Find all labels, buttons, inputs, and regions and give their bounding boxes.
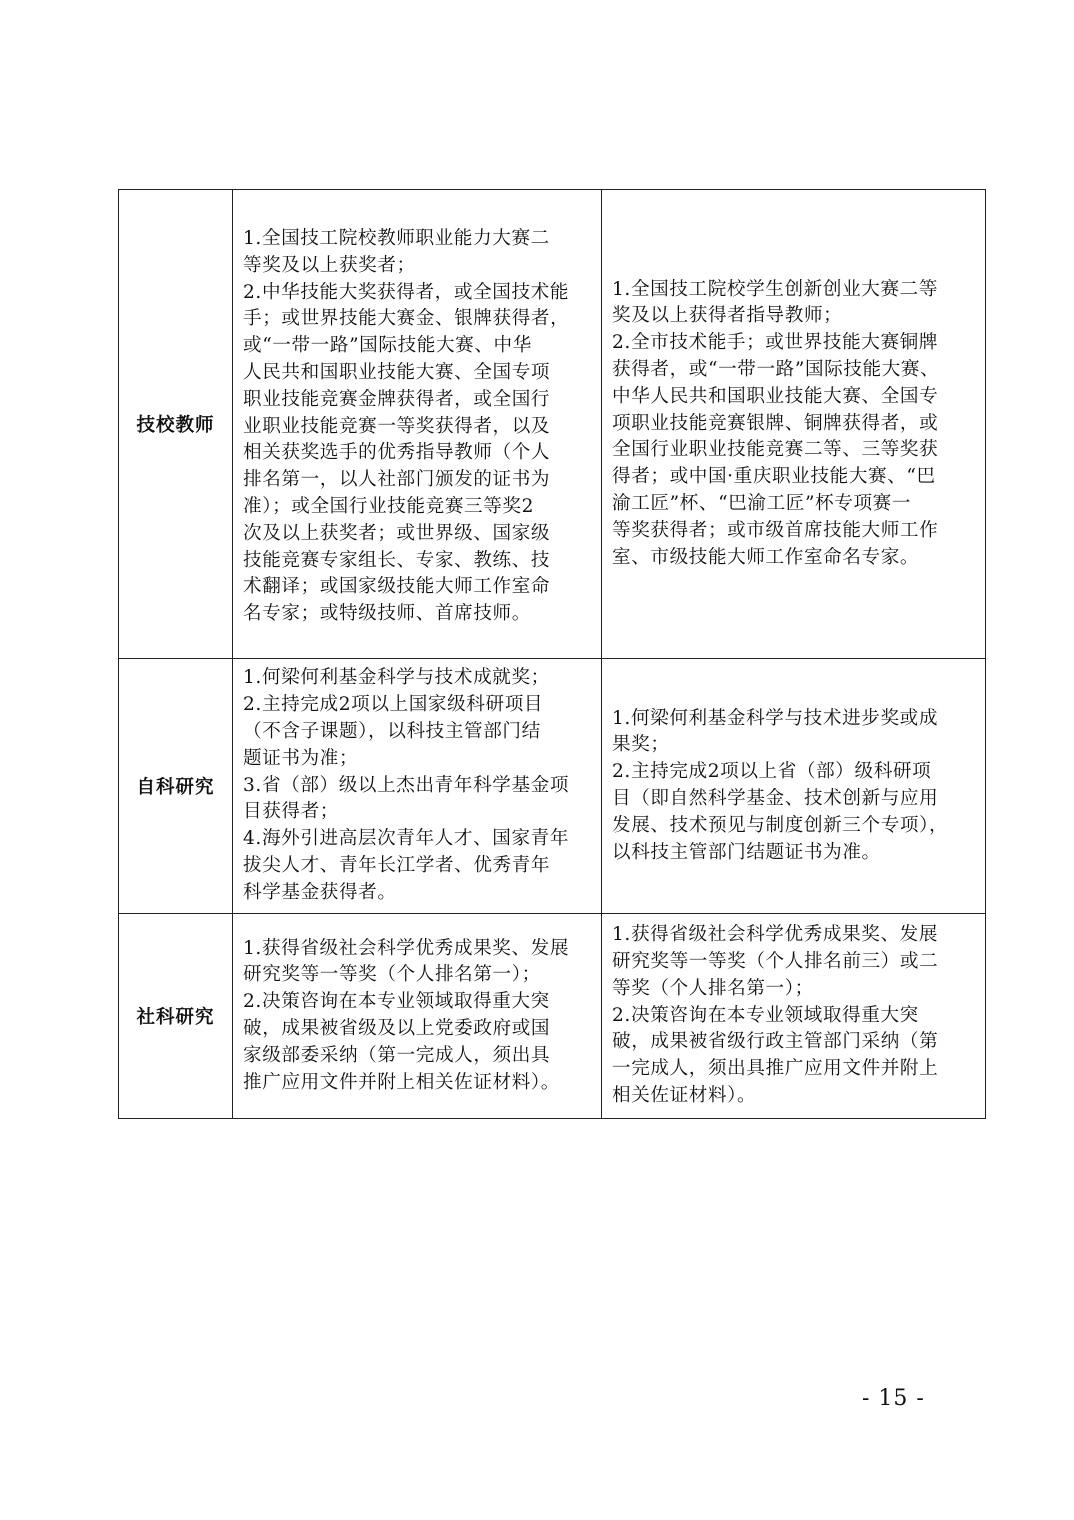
text-line: 破，成果被省级行政主管部门采纳（第: [612, 1031, 939, 1053]
category-cell: [119, 914, 233, 1119]
text-line: 1.全国技工院校学生创新创业大赛二等: [612, 278, 939, 300]
text-line: 室、市级技能大师工作室命名专家。: [612, 546, 920, 568]
text-line: 推广应用文件并附上相关佐证材料）。: [243, 1071, 560, 1093]
text-line: 2.全市技术能手；或世界技能大赛铜牌: [612, 332, 939, 354]
table-row: [119, 914, 986, 1119]
text-line: 2.决策咨询在本专业领域取得重大突: [243, 991, 550, 1013]
criteria-table: [118, 189, 986, 1119]
text-line: 一完成人，须出具推广应用文件并附上: [612, 1058, 939, 1080]
text-line: 研究奖等一等奖（个人排名前三）或二: [612, 951, 939, 972]
criteria-cell-secondary: [602, 659, 986, 914]
criteria-text: [602, 922, 985, 1110]
text-line: 1.全国技工院校教师职业能力大赛二: [243, 228, 550, 250]
criteria-text: [602, 277, 985, 572]
text-line: 得者；或中国·重庆职业技能大赛、“巴: [612, 466, 936, 488]
text-line: 业职业技能竞赛一等奖获得者，以及: [243, 415, 551, 437]
text-line: 项职业技能竞赛银牌、铜牌获得者，或: [612, 412, 939, 434]
category-label: 自科研究: [136, 777, 215, 798]
text-line: 中华人民共和国职业技能大赛、全国专: [612, 385, 939, 407]
text-line: 获得者，或“一带一路”国际技能大赛、: [612, 359, 940, 380]
text-line: 等奖（个人排名第一）；: [612, 977, 814, 999]
text-line: 发展、技术预见与制度创新三个专项），: [612, 814, 949, 836]
text-line: 目获得者；: [243, 801, 339, 823]
table-row: [119, 659, 986, 914]
text-line: 名专家；或特级技师、首席技师。: [243, 603, 531, 625]
text-line: 或“一带一路”国际技能大赛、中华: [243, 335, 532, 357]
text-line: 等奖及以上获奖者；: [243, 254, 416, 276]
text-line: 相关佐证材料）。: [612, 1084, 757, 1106]
text-line: 次及以上获奖者；或世界级、国家级: [243, 522, 551, 544]
text-line: 1.何梁何利基金科学与技术成就奖；: [243, 667, 550, 689]
text-line: 奖及以上获得者指导教师；: [612, 305, 843, 327]
text-line: 渝工匠”杯、“巴渝工匠”杯专项赛一: [612, 492, 912, 514]
text-line: 家级部委采纳（第一完成人，须出具: [243, 1044, 551, 1066]
criteria-cell-primary: [233, 659, 602, 914]
text-line: 排名第一，以人社部门颁发的证书为: [243, 469, 551, 491]
table-row: [119, 190, 986, 659]
criteria-table-body: [119, 190, 986, 1119]
text-line: 1.获得省级社会科学优秀成果奖、发展: [243, 937, 570, 959]
text-line: 科学基金获得者。: [243, 881, 397, 903]
text-line: 2.主持完成2项以上国家级科研项目: [243, 694, 544, 716]
criteria-cell-primary: [233, 914, 602, 1119]
text-line: （不含子课题），以科技主管部门结: [243, 721, 541, 742]
text-line: 拔尖人才、青年长江学者、优秀青年: [243, 854, 551, 876]
text-line: 人民共和国职业技能大赛、全国专项: [243, 362, 551, 383]
text-line: 准）；或全国行业技能竞赛三等奖2: [243, 495, 535, 517]
text-line: 术翻译；或国家级技能大师工作室命: [243, 576, 551, 598]
text-line: 题证书为准；: [243, 747, 359, 769]
category-cell: [119, 659, 233, 914]
category-cell: [119, 190, 233, 659]
category-label: 技校教师: [136, 415, 215, 436]
text-line: 全国行业职业技能竞赛二等、三等奖获: [612, 439, 939, 461]
text-line: 目（即自然科学基金、技术创新与应用: [612, 788, 939, 809]
text-line: 2.主持完成2项以上省（部）级科研项: [612, 761, 932, 783]
text-line: 1.获得省级社会科学优秀成果奖、发展: [612, 924, 939, 946]
text-line: 等奖获得者；或市级首席技能大师工作: [612, 519, 939, 541]
text-line: 以科技主管部门结题证书为准。: [612, 841, 881, 863]
criteria-text: [602, 706, 985, 867]
text-line: 2.中华技能大奖获得者，或全国技术能: [243, 281, 570, 303]
criteria-cell-secondary: [602, 190, 986, 659]
text-line: 职业技能竞赛金牌获得者，或全国行: [243, 388, 551, 410]
criteria-text: [233, 936, 601, 1097]
text-line: 1.何梁何利基金科学与技术进步奖或成: [612, 707, 939, 729]
criteria-text: [233, 665, 601, 906]
criteria-cell-primary: [233, 190, 602, 659]
text-line: 技能竞赛专家组长、专家、教练、技: [243, 549, 551, 571]
criteria-text: [233, 220, 601, 628]
criteria-cell-secondary: [602, 914, 986, 1119]
text-line: 果奖；: [612, 734, 670, 756]
text-line: 手；或世界技能大赛金、银牌获得者，: [243, 308, 570, 330]
category-label: 社科研究: [136, 1007, 215, 1028]
text-line: 研究奖等一等奖（个人排名第一）；: [243, 964, 541, 986]
text-line: 相关获奖选手的优秀指导教师（个人: [243, 442, 551, 464]
text-line: 3.省（部）级以上杰出青年科学基金项: [243, 774, 570, 796]
page-number: - 15 -: [862, 1386, 925, 1411]
text-line: 破，成果被省级及以上党委政府或国: [243, 1018, 551, 1039]
text-line: 4.海外引进高层次青年人才、国家青年: [243, 828, 570, 850]
text-line: 2.决策咨询在本专业领域取得重大突: [612, 1004, 919, 1026]
